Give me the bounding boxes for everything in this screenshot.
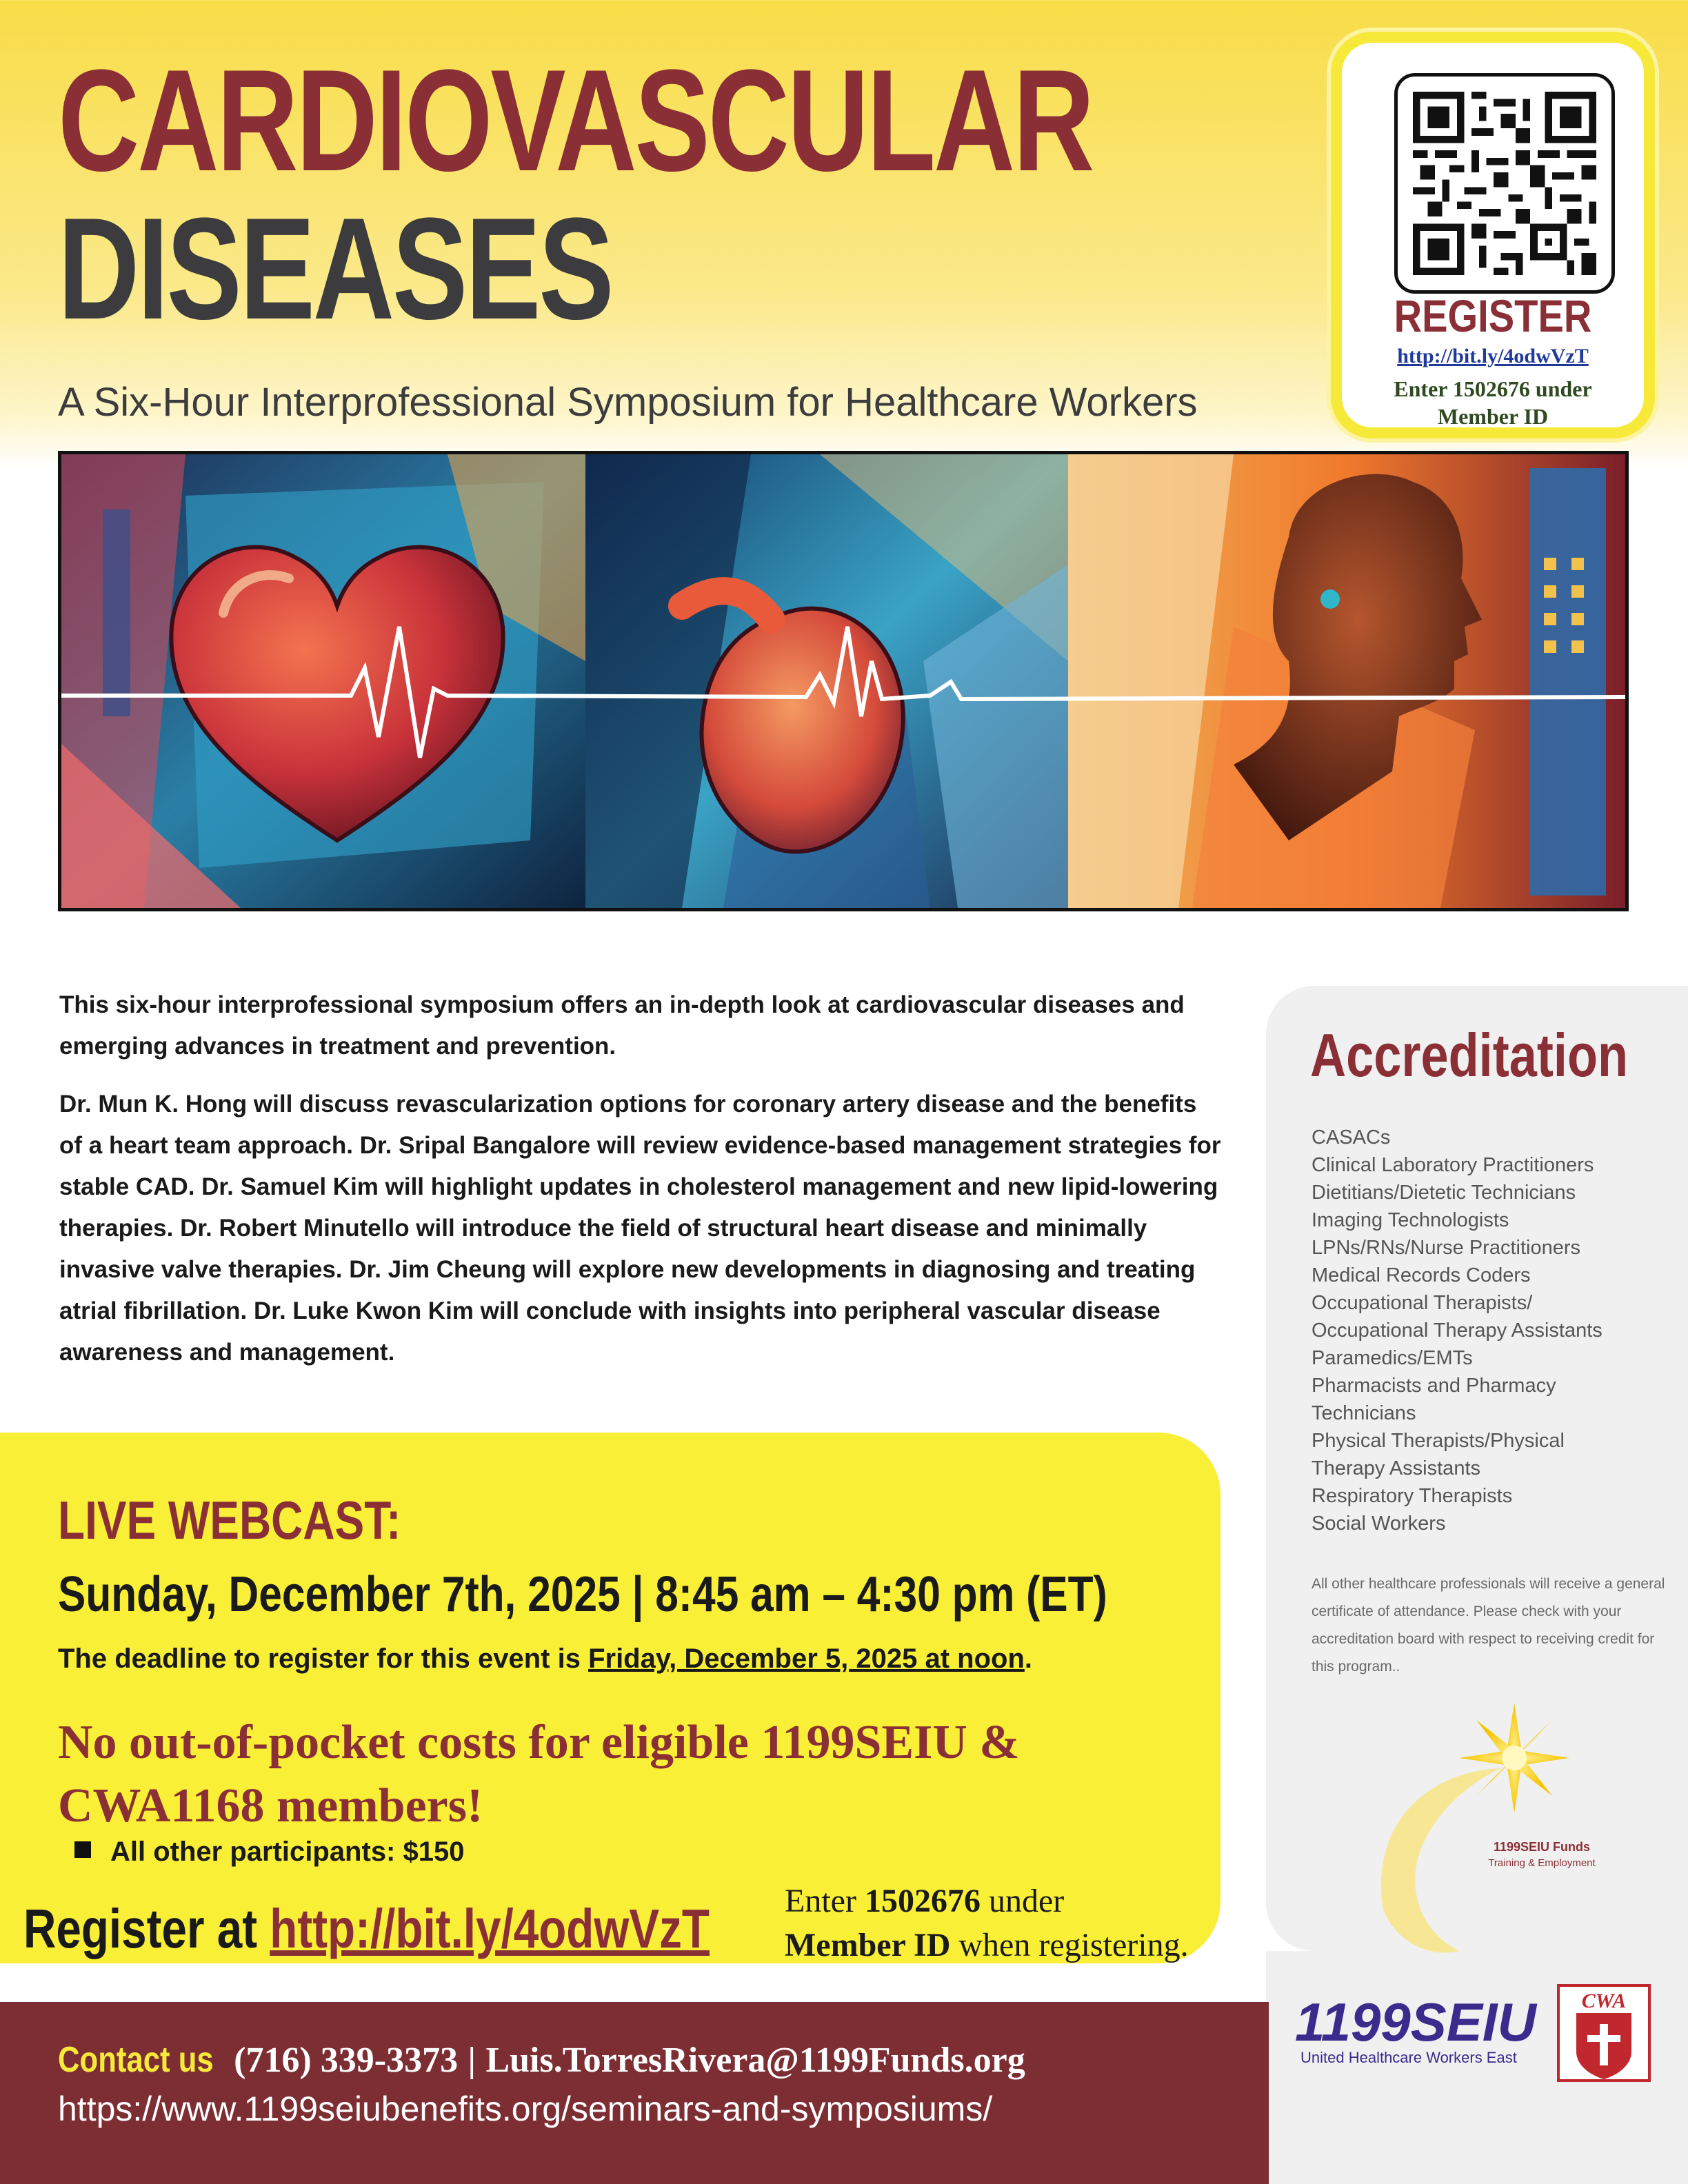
other-participants-text: All other participants: $150: [110, 1837, 465, 1867]
cwa-logo-text: CWA: [1581, 1990, 1627, 2012]
accreditation-note: All other healthcare professionals will receive a general certificate of attendance. Please check with your accreditation board with respect to receiving credit for this program..: [1312, 1576, 1665, 1675]
accreditation-list: [1312, 1124, 1670, 1537]
intro-paragraph: This six-hour interprofessional symposium offers an in-depth look at cardiovascular diseases and emerging advances in treatment and prevention.: [59, 991, 1185, 1060]
title-line-1: CARDIOVASCULAR: [58, 39, 1093, 201]
funds-logo-line2: Training & Employment: [1488, 1857, 1596, 1869]
register-heading: REGISTER: [1394, 290, 1592, 341]
contact-line: [58, 2039, 1025, 2081]
contact-label: Contact us: [58, 2040, 214, 2080]
accreditation-item: Social Workers: [1312, 1513, 1446, 1535]
member-id-note: [1345, 375, 1641, 430]
accreditation-item: Clinical Laboratory Practitioners: [1312, 1154, 1594, 1176]
enter-pre: Enter: [785, 1883, 865, 1919]
deadline-prefix: The deadline to register for this event is: [58, 1644, 589, 1674]
register-line: [23, 1897, 710, 1961]
accreditation-item: LPNs/RNs/Nurse Practitioners: [1312, 1237, 1580, 1259]
enter-code: 1502676: [864, 1883, 981, 1919]
member-id-note-line1: Enter 1502676 under: [1394, 376, 1592, 401]
accreditation-item: Respiratory Therapists: [1312, 1485, 1513, 1507]
funds-logo-line1: 1199SEIU Funds: [1493, 1840, 1591, 1854]
speakers-paragraph: Dr. Mun K. Hong will discuss revascularization options for coronary artery disease and the benefits of a heart team approach. Dr. Sripal Bangalore will review evidence-based management strategies for stable CAD. Dr. Samuel Kim will highlight updates in cholesterol management and new lipid-lowering therapies. Dr. Robert Minutello will introduce the field of structural heart disease and minimally invasive valve therapies. Dr. Jim Cheung will explore new developments in diagnosing and treating atrial fibrillation. Dr. Luke Kwon Kim will conclude with insights into peripheral vascular disease awareness and management.: [59, 1091, 1221, 1366]
contact-email[interactable]: Luis.TorresRivera@1199Funds.org: [485, 2041, 1025, 2080]
accreditation-item: Imaging Technologists: [1312, 1209, 1509, 1231]
website-url[interactable]: https://www.1199seiubenefits.org/seminars-and-symposiums/: [58, 2090, 993, 2128]
live-webcast-label: LIVE WEBCAST:: [58, 1490, 401, 1550]
funds-logo: [1342, 1703, 1631, 1958]
subtitle: A Six-Hour Interprofessional Symposium for Healthcare Workers: [58, 380, 1198, 425]
accreditation-heading: Accreditation: [1310, 1021, 1629, 1089]
register-link-card[interactable]: http://bit.ly/4odwVzT: [1397, 345, 1589, 367]
deadline-suffix: .: [1024, 1644, 1033, 1674]
accreditation-item: Occupational Therapy Assistants: [1312, 1320, 1602, 1342]
seiu-logo-sub: United Healthcare Workers East: [1300, 2049, 1517, 2066]
deadline-date: Friday, December 5, 2025 at noon: [588, 1644, 1025, 1674]
accreditation-item: Paramedics/EMTs: [1312, 1347, 1473, 1369]
enter-mid: under: [980, 1883, 1065, 1919]
accreditation-item: Occupational Therapists/: [1312, 1292, 1533, 1314]
title-line-2: DISEASES: [58, 188, 612, 350]
enter-post: when registering.: [950, 1927, 1189, 1963]
member-id-note-line2: Member ID: [1437, 404, 1549, 429]
register-prefix: Register at: [23, 1898, 270, 1959]
contact-separator: |: [468, 2041, 476, 2080]
enter-member-id: Member ID: [785, 1927, 951, 1963]
seiu-logo-name: 1199SEIU: [1295, 1992, 1536, 2052]
member-id-instruction: [785, 1879, 1226, 1968]
seiu-logo: [1289, 1985, 1538, 2082]
no-cost-statement: No out-of-pocket costs for eligible 1199SEIU & CWA1168 members!: [58, 1716, 1020, 1832]
other-participants-fee: [74, 1837, 464, 1868]
accreditation-item: Therapy Assistants: [1312, 1457, 1480, 1479]
datetime-separator: |: [632, 1567, 644, 1622]
event-datetime: [58, 1566, 1107, 1623]
hero-illustration: [58, 451, 1629, 911]
accreditation-item: Dietitians/Dietetic Technicians: [1312, 1182, 1576, 1204]
qr-code[interactable]: [1394, 73, 1615, 294]
event-description: [59, 984, 1225, 1373]
accreditation-item: Pharmacists and Pharmacy: [1312, 1375, 1556, 1397]
accreditation-item: CASACs: [1312, 1126, 1391, 1149]
accreditation-item: Medical Records Coders: [1312, 1264, 1531, 1286]
event-date: Sunday, December 7th, 2025: [58, 1567, 621, 1622]
registration-deadline: [58, 1644, 1032, 1675]
event-time: 8:45 am – 4:30 pm (ET): [655, 1567, 1107, 1622]
bullet-square-icon: [74, 1841, 91, 1858]
accreditation-item: Technicians: [1312, 1402, 1416, 1424]
accreditation-item: Physical Therapists/Physical: [1312, 1430, 1565, 1452]
register-link[interactable]: http://bit.ly/4odwVzT: [270, 1898, 710, 1959]
cwa-logo: [1556, 1983, 1652, 2083]
contact-phone[interactable]: (716) 339-3373: [234, 2041, 459, 2080]
